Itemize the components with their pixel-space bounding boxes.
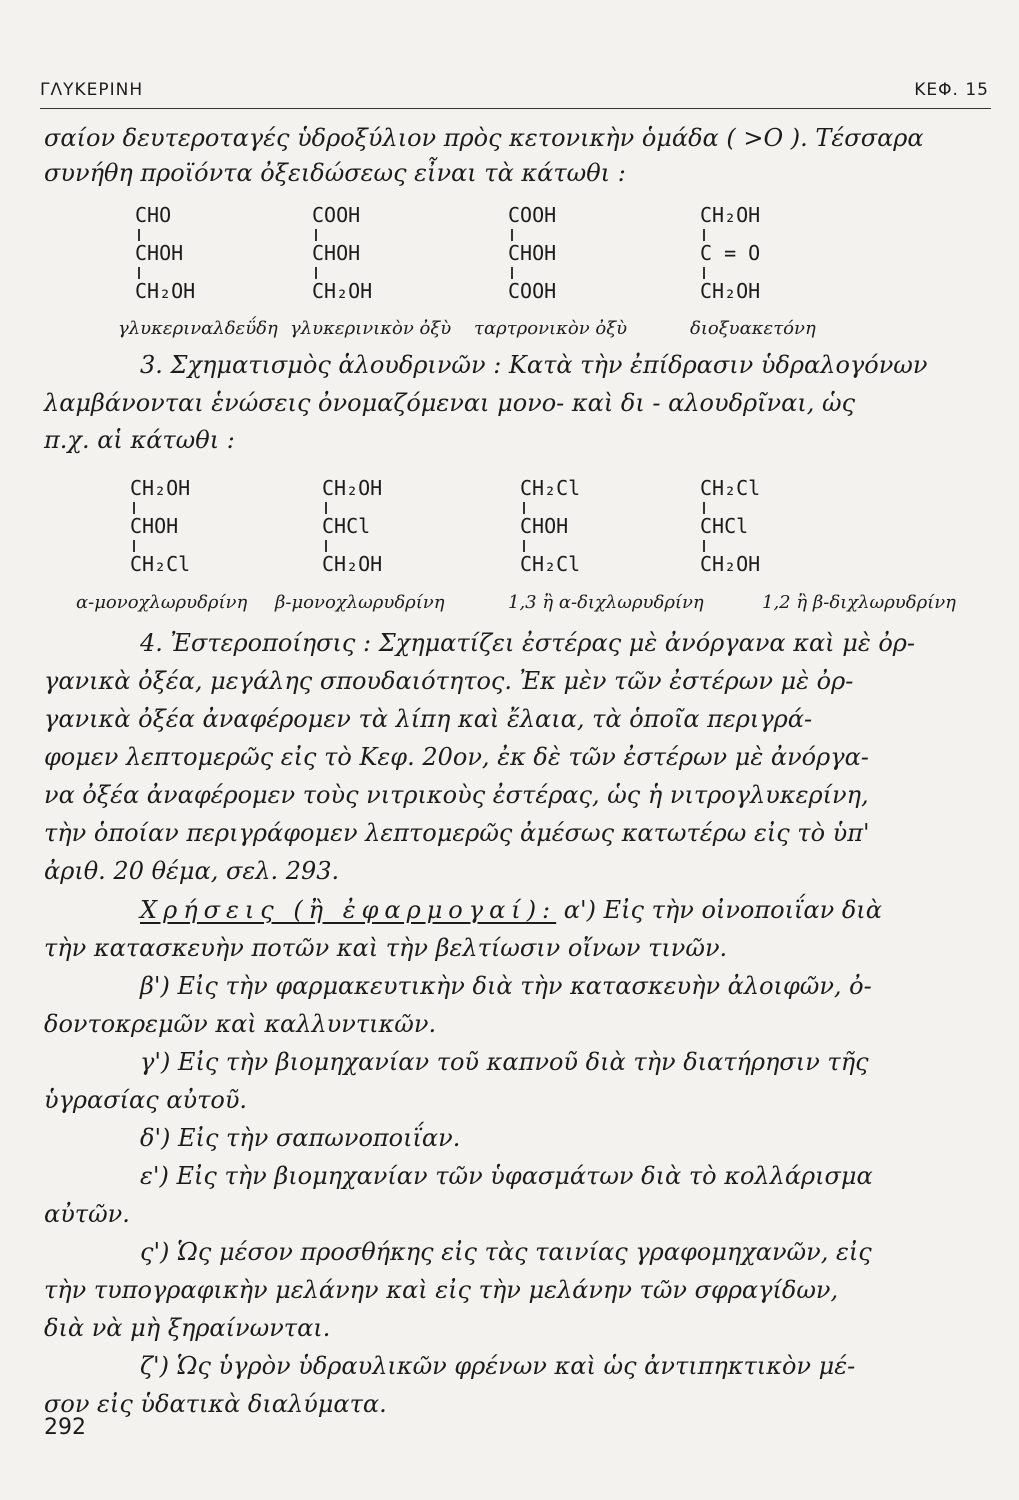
text-line: φομεν λεπτομερῶς εἰς τὸ Κεφ. 20ον, ἐκ δὲ τῶν ἐστέρων μὲ ἀνόργα- (44, 743, 869, 771)
text-line: ὑγρασίας αὐτοῦ. (44, 1086, 248, 1114)
formula-alpha-monochlorohydrin: CH₂OH CHOH CH₂Cl (130, 476, 191, 576)
formula-name: ταρτρονικὸν ὀξὺ (474, 318, 628, 339)
uses-item-e: ε') Εἰς τὴν βιομηχανίαν τῶν ὑφασμάτων διὰ τὸ κολλάρισμα (140, 1162, 873, 1190)
formula-name: γλυκεριναλδεΰδη (118, 318, 278, 339)
text-line: π.χ. αἱ κάτωθι : (44, 426, 235, 454)
uses-item-b: β') Εἰς τὴν φαρμακευτικὴν διὰ τὴν κατασκευὴν ἀλοιφῶν, ὀ- (140, 972, 872, 1000)
formula-name: 1,2 ἢ β-διχλωρυδρίνη (762, 592, 956, 613)
formula-tartronic-acid: COOH CHOH COOH (508, 203, 557, 303)
formula-dihydroxyacetone: CH₂OH C = O CH₂OH (700, 203, 761, 303)
uses-item-d: δ') Εἰς τὴν σαπωνοποιΐαν. (140, 1124, 461, 1152)
text-line: διὰ νὰ μὴ ξηραίνωνται. (44, 1314, 331, 1342)
text-line: λαμβάνονται ἑνώσεις ὀνομαζόμεναι μονο- καὶ δι - αλουδρῖναι, ὡς (44, 389, 856, 417)
formula-name: διοξυακετόνη (690, 318, 816, 339)
text-line: τὴν κατασκευὴν ποτῶν καὶ τὴν βελτίωσιν οἴνων τινῶν. (44, 934, 728, 962)
header-rule (40, 108, 991, 109)
text-line: γανικὰ ὀξέα, μεγάλης σπουδαιότητος. Ἐκ μὲν τῶν ἐστέρων μὲ ὀρ- (44, 667, 854, 695)
formula-name: β-μονοχλωρυδρίνη (275, 592, 445, 613)
formula-1-3-dichlorohydrin: CH₂Cl CHOH CH₂Cl (520, 476, 581, 576)
formula-beta-monochlorohydrin: CH₂OH CHCl CH₂OH (322, 476, 383, 576)
text-line: ἀριθ. 20 θέμα, σελ. 293. (44, 857, 340, 885)
text-line: τὴν τυπογραφικὴν μελάνην καὶ εἰς τὴν μελάνην τῶν σφραγίδων, (44, 1276, 839, 1304)
uses-heading-line (140, 895, 882, 925)
section-4-heading: 4. Ἐστεροποίησις : Σχηματίζει ἐστέρας μὲ ἀνόργανα καὶ μὲ ὀρ- (140, 629, 915, 657)
text-line: δοντοκρεμῶν καὶ καλλυντικῶν. (44, 1010, 437, 1038)
formula-row: CHO (135, 205, 195, 243)
text-line: σαίον δευτεροταγές ὑδροξύλιον πρὸς κετονικὴν ὁμάδα ( >O ). Τέσσαρα (44, 124, 924, 152)
formula-glyceric-acid: COOH CHOH CH₂OH (312, 203, 373, 303)
running-header-chapter: ΚΕΦ. 15 (914, 80, 989, 100)
text-line: γανικὰ ὀξέα ἀναφέρομεν τὰ λίπη καὶ ἔλαια, τὰ ὁποῖα περιγρά- (44, 705, 813, 733)
page-number: 292 (44, 1415, 86, 1440)
text-line: συνήθη προϊόντα ὀξειδώσεως εἶναι τὰ κάτωθι : (44, 159, 626, 187)
formula-row: CHOH (135, 243, 195, 281)
formula-1-2-dichlorohydrin: CH₂Cl CHCl CH₂OH (700, 476, 761, 576)
running-header-title: ΓΛΥΚΕΡΙΝΗ (40, 80, 144, 100)
text-line: αὐτῶν. (44, 1200, 130, 1228)
section-3-heading: 3. Σχηματισμὸς ἁλουδρινῶν : Κατὰ τὴν ἐπίδρασιν ὑδραλογόνων (140, 351, 928, 379)
text-line: να ὀξέα ἀναφέρομεν τοὺς νιτρικοὺς ἐστέρας, ὡς ἡ νιτρογλυκερίνη, (44, 781, 869, 809)
uses-item-a-start: α') Εἰς τὴν οἰνοποιΐαν διὰ (563, 896, 882, 924)
formula-name: 1,3 ἢ α-διχλωρυδρίνη (508, 592, 704, 613)
text-line: τὴν ὁποίαν περιγράφομεν λεπτομερῶς ἀμέσως κατωτέρω εἰς τὸ ὑπ' (44, 819, 870, 847)
formula-name: α-μονοχλωρυδρίνη (76, 592, 248, 613)
text-line: σον εἰς ὑδατικὰ διαλύματα. (44, 1390, 387, 1418)
formula-row: CH₂OH (135, 279, 196, 303)
formula-name: γλυκερινικὸν ὀξὺ (290, 318, 452, 339)
uses-item-f: ς') Ὡς μέσον προσθήκης εἰς τὰς ταινίας γραφομηχανῶν, εἰς (140, 1238, 872, 1266)
uses-item-g: ζ') Ὡς ὑγρὸν ὑδραυλικῶν φρένων καὶ ὡς ἀντιπηκτικὸν μέ- (140, 1352, 856, 1380)
formula-glyceraldehyde (135, 205, 195, 319)
uses-item-c: γ') Εἰς τὴν βιομηχανίαν τοῦ καπνοῦ διὰ τὴν διατήρησιν τῆς (140, 1048, 869, 1076)
uses-heading: Χρήσεις (ἢ ἐφαρμογαί): (140, 896, 557, 924)
